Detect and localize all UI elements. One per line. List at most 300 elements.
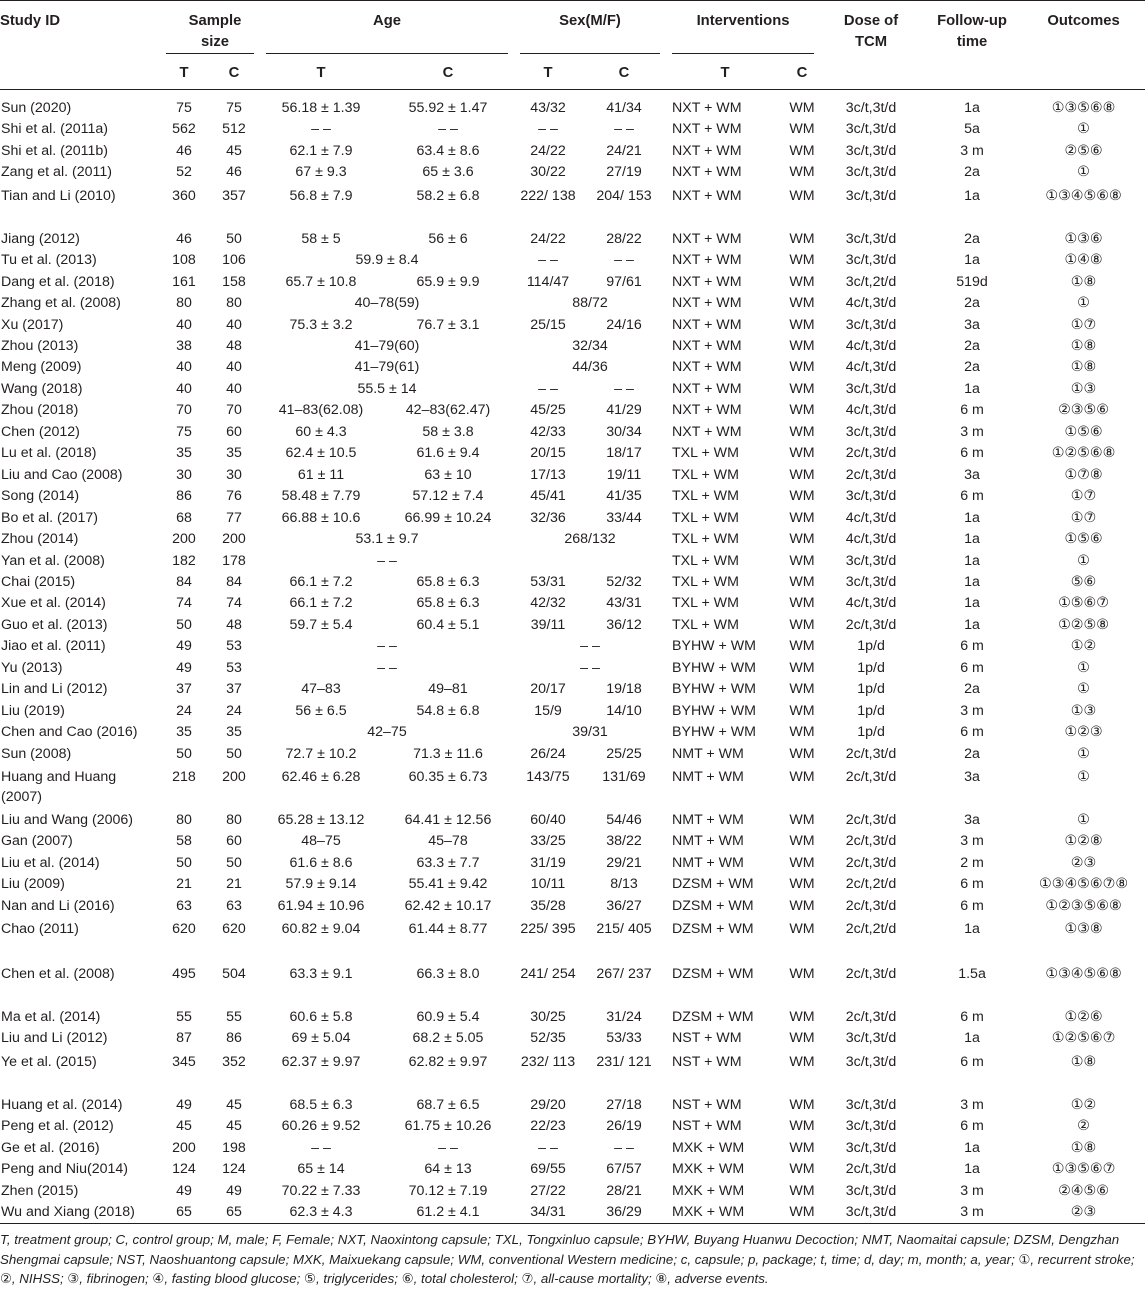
age-t-cell: 60.26 ± 9.52	[281, 1118, 361, 1135]
outcomes-cell: ②③⑤⑥	[1058, 402, 1109, 419]
sample-c-cell: 80	[226, 811, 242, 828]
study-id-cell: Ye et al. (2015)	[1, 1053, 97, 1070]
intervention-c-cell: WM	[789, 833, 815, 850]
age-c-cell: 55.41 ± 9.42	[408, 876, 488, 893]
intervention-c-cell: WM	[789, 1161, 815, 1178]
intervention-t-cell: TXL + WM	[672, 616, 739, 633]
study-id-cell: Zhang et al. (2008)	[1, 295, 121, 312]
study-id-cell: Wu and Xiang (2018)	[0, 1202, 160, 1224]
study-id-cell: Yan et al. (2008)	[1, 552, 105, 569]
sample-c-cell: 40	[226, 380, 242, 397]
age-t-cell: 66.1 ± 7.2	[289, 573, 353, 590]
dose-cell: 3c/t,3t/d	[845, 164, 897, 181]
age-c-cell: 64 ± 13	[424, 1161, 472, 1178]
age-t-cell: 60 ± 4.3	[295, 423, 347, 440]
sample-c-cell: 74	[226, 595, 242, 612]
sample-t-cell: 70	[176, 402, 192, 419]
outcomes-cell: ①⑦⑧	[1064, 466, 1103, 483]
sex-c-cell: 41/29	[606, 402, 642, 419]
intervention-c-cell: WM	[789, 811, 815, 828]
sample-t-cell: 50	[176, 854, 192, 871]
dose-cell: 2c/t,3t/d	[845, 897, 897, 914]
outcomes-cell: ①②③	[1064, 724, 1103, 741]
sex-cell	[514, 551, 666, 572]
dose-cell: 3c/t,3t/d	[845, 552, 897, 569]
sample-c-cell: 21	[226, 876, 242, 893]
follow-up-cell: 519d	[956, 273, 988, 290]
outcomes-cell: ①⑧	[1070, 273, 1097, 290]
sample-c-cell: 77	[226, 509, 242, 526]
follow-up-cell: 1a	[964, 921, 980, 938]
follow-up-cell: 6 m	[960, 638, 984, 655]
intervention-c-cell: WM	[789, 1008, 815, 1025]
study-id-cell: Zhou (2018)	[1, 402, 79, 419]
dose-cell: 3c/t,3t/d	[845, 488, 897, 505]
intervention-t-cell: NXT + WM	[672, 423, 742, 440]
study-id-cell: Jiao et al. (2011)	[1, 638, 106, 655]
table-row	[0, 615, 1145, 636]
follow-up-cell: 1a	[964, 380, 980, 397]
sex-c-cell: 25/25	[606, 745, 642, 762]
age-t-cell: 62.1 ± 7.9	[289, 142, 353, 159]
sample-t-cell: 65	[160, 1202, 208, 1224]
sex-c-cell: 24/21	[606, 142, 642, 159]
intervention-t-cell: TXL + WM	[672, 595, 739, 612]
dose-cell: 2c/t,3t/d	[845, 745, 897, 762]
follow-up-cell: 3 m	[922, 1202, 1022, 1224]
sex-t-cell: 15/9	[534, 702, 562, 719]
sex-t-cell: – –	[538, 252, 558, 269]
intervention-t-cell: NMT + WM	[672, 769, 744, 786]
sample-c-cell: 35	[226, 724, 242, 741]
dose-cell: 4c/t,3t/d	[845, 359, 897, 376]
sex-c-cell: 52/32	[606, 573, 642, 590]
sex-cell: 88/72	[572, 295, 608, 312]
header-outcomes: Outcomes	[1047, 13, 1120, 29]
study-id-cell: Chen et al. (2008)	[1, 966, 115, 983]
sex-c-cell: 38/22	[606, 833, 642, 850]
sample-t-cell: 40	[176, 380, 192, 397]
table-footnote: T, treatment group; C, control group; M, male; F, Female; NXT, Naoxintong capsule; TXL, Tongxinluo capsule; BYHW, Buyang Huanwu Decoction; NMT, Naomaitai capsule; DZSM, Dengzhan Shengmai capsule; NST, Naoshuantong capsule; MXK, Maixuekang capsule; WM, conventional Western medicine; c, capsule; p, package; t, time; d, day; m, month; a, year; ①, recurrent stroke; ②, NIHSS; ③, fibrinogen; ④, fasting blood glucose; ⑤, triglycerides; ⑥, total cholesterol; ⑦, all-cause mortality; ⑧, adverse events.	[0, 1232, 1135, 1286]
age-c-cell: 61.75 ± 10.26	[404, 1118, 492, 1135]
outcomes-cell: ①②③⑤⑥⑧	[1045, 897, 1122, 914]
sample-c-cell: 45	[226, 142, 242, 159]
dose-cell: 3c/t,3t/d	[845, 142, 897, 159]
sex-c-cell: 28/22	[606, 230, 642, 247]
intervention-c-cell: WM	[789, 724, 815, 741]
sex-t-cell: 24/22	[530, 142, 566, 159]
outcomes-cell: ①	[1077, 745, 1090, 762]
outcomes-cell: ②⑤⑥	[1064, 142, 1103, 159]
age-c-cell: 63 ± 10	[424, 466, 472, 483]
follow-up-cell: 6 m	[960, 876, 984, 893]
intervention-t-cell: NXT + WM	[672, 337, 742, 354]
sex-t-cell: 45/25	[530, 402, 566, 419]
study-id-cell: Liu (2019)	[1, 702, 65, 719]
intervention-c-cell: WM	[789, 966, 815, 983]
sex-t-cell: 232/ 113	[520, 1053, 576, 1070]
follow-up-cell: 3 m	[960, 423, 984, 440]
sample-t-cell: 50	[176, 616, 192, 633]
intervention-t-cell: NMT + WM	[672, 833, 744, 850]
dose-cell: 1p/d	[857, 659, 885, 676]
sex-c-cell: 26/19	[606, 1118, 642, 1135]
sample-t-cell: 84	[176, 573, 192, 590]
sex-t-cell: 26/24	[530, 745, 566, 762]
intervention-t-cell: TXL + WM	[672, 445, 739, 462]
study-id-cell: Zhen (2015)	[1, 1182, 79, 1199]
study-id-cell: Huang et al. (2014)	[1, 1096, 123, 1113]
sample-t-cell: 87	[176, 1030, 192, 1047]
dose-cell: 3c/t,3t/d	[845, 1182, 897, 1199]
sample-c-cell: 198	[222, 1139, 246, 1156]
sex-t-cell: 33/25	[530, 833, 566, 850]
table-row	[0, 744, 1145, 765]
sample-c-cell: 86	[226, 1030, 242, 1047]
sample-c-cell: 50	[226, 854, 242, 871]
intervention-t-cell: NXT + WM	[672, 164, 742, 181]
sex-t-cell: – –	[538, 121, 558, 138]
sample-t-cell: 35	[176, 445, 192, 462]
age-c-cell: 61.2 ± 4.1	[382, 1202, 514, 1224]
intervention-c-cell: WM	[789, 897, 815, 914]
sex-c-cell: – –	[614, 121, 634, 138]
follow-up-cell: 1a	[964, 1161, 980, 1178]
sex-t-cell: 35/28	[530, 897, 566, 914]
age-t-cell: 69 ± 5.04	[291, 1030, 351, 1047]
intervention-c-cell: WM	[789, 659, 815, 676]
age-c-cell: 54.8 ± 6.8	[416, 702, 480, 719]
intervention-c-cell: WM	[789, 337, 815, 354]
outcomes-cell: ①④⑧	[1064, 252, 1103, 269]
sample-c-cell: 65	[208, 1202, 260, 1224]
sample-c-cell: 30	[226, 466, 242, 483]
study-id-cell: Song (2014)	[1, 488, 80, 505]
sample-t-cell: 80	[176, 295, 192, 312]
table-row	[0, 831, 1145, 852]
sex-t-cell: 29/20	[530, 1096, 566, 1113]
sample-t-cell: 68	[176, 509, 192, 526]
sex-cell: 44/36	[572, 359, 608, 376]
table-row	[0, 636, 1145, 657]
outcomes-cell: ①③④⑤⑥⑦⑧	[1039, 876, 1129, 893]
outcomes-cell: ①⑧	[1070, 1053, 1097, 1070]
sex-c-cell: 8/13	[610, 876, 638, 893]
table-row	[0, 810, 1145, 831]
sex-t-cell: – –	[538, 380, 558, 397]
age-c-cell: 62.82 ± 9.97	[408, 1053, 488, 1070]
outcomes-cell: ①②⑤⑧	[1058, 616, 1109, 633]
dose-cell: 1p/d	[857, 681, 885, 698]
sex-c-cell: 29/21	[606, 854, 642, 871]
intervention-c-cell: WM	[789, 638, 815, 655]
age-c-cell: 71.3 ± 11.6	[413, 745, 483, 762]
follow-up-cell: 1a	[964, 100, 980, 116]
table-row	[0, 658, 1145, 679]
intervention-c-cell: WM	[789, 1030, 815, 1047]
outcomes-cell: ①②	[1070, 1096, 1097, 1113]
dose-cell: 2c/t,3t/d	[845, 616, 897, 633]
dose-cell: 3c/t,3t/d	[845, 187, 897, 204]
sex-cell: 39/31	[572, 724, 608, 741]
sample-t-cell: 360	[172, 187, 196, 204]
sex-c-cell: 14/10	[606, 702, 642, 719]
age-t-cell: 70.22 ± 7.33	[281, 1182, 361, 1199]
age-c-cell: 61.6 ± 9.4	[416, 445, 480, 462]
sex-t-cell: 20/15	[530, 445, 566, 462]
sample-c-cell: 53	[226, 659, 242, 676]
intervention-t-cell: DZSM + WM	[672, 876, 754, 893]
sex-c-cell: 267/ 237	[596, 966, 652, 983]
outcomes-cell: ②③	[1070, 854, 1097, 871]
follow-up-cell: 6 m	[960, 402, 984, 419]
dose-cell: 3c/t,2t/d	[845, 273, 897, 290]
sex-t-cell: 53/31	[530, 573, 566, 590]
sex-t-cell: 34/31	[514, 1202, 582, 1224]
outcomes-cell: ①③	[1070, 380, 1097, 397]
table-row	[0, 551, 1145, 572]
dose-cell: 3c/t,3t/d	[845, 252, 897, 269]
sample-t-cell: 495	[172, 966, 196, 983]
dose-cell: 3c/t,3t/d	[845, 100, 897, 116]
table-row	[0, 874, 1145, 895]
study-id-cell: Tian and Li (2010)	[1, 187, 116, 204]
sex-cell: 32/34	[572, 337, 608, 354]
sample-t-cell: 58	[176, 833, 192, 850]
age-t-cell: 66.88 ± 10.6	[281, 509, 361, 526]
follow-up-cell: 6 m	[960, 488, 984, 505]
sex-t-cell: 241/ 254	[520, 966, 576, 983]
intervention-t-cell: NXT + WM	[672, 316, 742, 333]
table-row	[0, 336, 1145, 357]
intervention-c-cell: WM	[789, 531, 815, 548]
study-id-cell: Yu (2013)	[1, 659, 63, 676]
table-row	[0, 722, 1145, 743]
follow-up-cell: 2a	[964, 164, 980, 181]
intervention-c-cell: WM	[789, 702, 815, 719]
dose-cell: 3c/t,3t/d	[845, 230, 897, 247]
outcomes-cell: ⑤⑥	[1070, 573, 1097, 590]
sex-t-cell: 24/22	[530, 230, 566, 247]
dose-cell: 2c/t,3t/d	[845, 854, 897, 871]
table-row	[0, 119, 1145, 140]
follow-up-cell: 5a	[964, 121, 980, 138]
sample-t-cell: 75	[176, 100, 192, 116]
sample-t-cell: 49	[176, 659, 192, 676]
study-id-cell: Liu et al. (2014)	[1, 854, 100, 871]
sex-t-cell: 10/11	[530, 876, 566, 893]
follow-up-cell: 6 m	[960, 1008, 984, 1025]
sex-c-cell: 43/31	[606, 595, 642, 612]
table-row	[0, 1116, 1145, 1137]
sex-t-cell: 27/22	[530, 1182, 566, 1199]
intervention-t-cell: BYHW + WM	[672, 638, 756, 655]
intervention-t-cell: NXT + WM	[672, 295, 742, 312]
dose-cell: 3c/t,3t/d	[845, 1118, 897, 1135]
age-c-cell: 65.8 ± 6.3	[416, 595, 480, 612]
intervention-c-cell: WM	[789, 295, 815, 312]
age-c-cell: 63.3 ± 7.7	[416, 854, 480, 871]
sex-c-cell: 215/ 405	[596, 921, 652, 938]
dose-cell: 3c/t,3t/d	[845, 1030, 897, 1047]
sex-t-cell: 114/47	[526, 273, 570, 290]
sex-t-cell: 20/17	[530, 681, 566, 698]
intervention-t-cell: NXT + WM	[672, 402, 742, 419]
intervention-t-cell: TXL + WM	[672, 573, 739, 590]
sex-c-cell: 131/69	[602, 769, 646, 786]
study-id-cell: Liu and Cao (2008)	[1, 466, 123, 483]
table-row	[0, 1095, 1145, 1116]
sex-c-cell: 30/34	[606, 423, 642, 440]
age-c-cell: 55.92 ± 1.47	[408, 100, 488, 116]
sample-t-cell: 40	[176, 359, 192, 376]
study-id-cell: Chen (2012)	[1, 423, 80, 440]
dose-cell: 2c/t,3t/d	[845, 445, 897, 462]
table-row	[0, 1007, 1145, 1028]
age-t-cell: 57.9 ± 9.14	[285, 876, 357, 893]
age-t-cell: 65 ± 14	[297, 1161, 345, 1178]
study-id-cell: Ge et al. (2016)	[1, 1139, 100, 1156]
table-row	[0, 765, 1145, 810]
sample-t-cell: 46	[176, 230, 192, 247]
intervention-t-cell: BYHW + WM	[672, 702, 756, 719]
sex-t-cell: 30/22	[530, 164, 566, 181]
age-t-cell: 72.7 ± 10.2	[285, 745, 357, 762]
follow-up-cell: 1a	[964, 1139, 980, 1156]
sample-c-cell: 60	[226, 833, 242, 850]
intervention-c-cell: WM	[789, 230, 815, 247]
intervention-c-cell: WM	[789, 509, 815, 526]
study-id-cell: Zhou (2013)	[1, 337, 79, 354]
outcomes-cell: ①③⑤⑥⑦	[1051, 1161, 1116, 1178]
age-c-cell: 64.41 ± 12.56	[404, 811, 492, 828]
dose-cell: 4c/t,3t/d	[845, 509, 897, 526]
sample-t-cell: 620	[172, 921, 196, 938]
table-row	[0, 250, 1145, 271]
intervention-c-cell: WM	[789, 1053, 815, 1070]
age-t-cell: 48–75	[301, 833, 341, 850]
header-sex-c: C	[618, 65, 630, 81]
outcomes-cell: ②③	[1022, 1202, 1145, 1224]
age-t-cell: 56.8 ± 7.9	[289, 187, 353, 204]
outcomes-cell: ①⑤⑥	[1064, 423, 1103, 440]
sex-c-cell: 36/29	[582, 1202, 666, 1224]
intervention-c-cell: WM	[789, 552, 815, 569]
intervention-c-cell: WM	[789, 1182, 815, 1199]
sex-cell: – –	[580, 659, 600, 676]
study-id-cell: Shi et al. (2011a)	[1, 121, 108, 138]
header-interventions: Interventions	[666, 1, 820, 58]
age-t-cell: 60.6 ± 5.8	[289, 1008, 353, 1025]
age-c-cell: 68.7 ± 6.5	[416, 1096, 480, 1113]
outcomes-cell: ①	[1077, 121, 1090, 138]
follow-up-cell: 3 m	[960, 702, 984, 719]
sex-c-cell: 33/44	[606, 509, 642, 526]
study-id-cell: Sun (2008)	[1, 745, 72, 762]
sample-c-cell: 178	[222, 552, 246, 569]
sample-c-cell: 70	[226, 402, 242, 419]
dose-cell: 2c/t,3t/d	[845, 966, 897, 983]
intervention-t-cell: TXL + WM	[672, 509, 739, 526]
follow-up-cell: 1a	[964, 509, 980, 526]
intervention-c-cell: WM	[789, 187, 815, 204]
sample-c-cell: 106	[222, 252, 246, 269]
age-t-cell: 62.46 ± 6.28	[281, 769, 361, 786]
table-row	[0, 1202, 1145, 1224]
follow-up-cell: 6 m	[960, 659, 984, 676]
sex-c-cell: 54/46	[606, 811, 642, 828]
intervention-c-cell: WM	[784, 1202, 820, 1224]
sample-t-cell: 35	[176, 724, 192, 741]
intervention-t-cell: DZSM + WM	[672, 921, 754, 938]
sex-t-cell: 43/32	[530, 100, 566, 116]
intervention-t-cell: DZSM + WM	[672, 897, 754, 914]
study-id-cell: Lu et al. (2018)	[1, 445, 97, 462]
follow-up-cell: 1a	[964, 1030, 980, 1047]
intervention-c-cell: WM	[789, 402, 815, 419]
intervention-t-cell: TXL + WM	[672, 488, 739, 505]
study-id-cell: Chen and Cao (2016)	[1, 724, 138, 741]
intervention-t-cell: NXT + WM	[672, 252, 742, 269]
outcomes-cell: ①②⑧	[1064, 833, 1103, 850]
outcomes-cell: ①⑦	[1070, 509, 1097, 526]
age-c-cell: 56 ± 6	[428, 230, 468, 247]
age-t-cell: 41–83(62.08)	[278, 402, 364, 419]
intervention-c-cell: WM	[789, 252, 815, 269]
age-cell: – –	[377, 552, 397, 569]
age-t-cell: 66.1 ± 7.2	[289, 595, 353, 612]
outcomes-cell: ①③⑧	[1064, 921, 1103, 938]
follow-up-cell: 2 m	[960, 854, 984, 871]
table-row	[0, 465, 1145, 486]
intervention-t-cell: MXK + WM	[666, 1202, 784, 1224]
intervention-t-cell: NXT + WM	[672, 100, 742, 116]
outcomes-cell: ①⑤⑥⑦	[1058, 595, 1109, 612]
outcomes-cell: ①⑤⑥	[1064, 531, 1103, 548]
dose-cell: 3c/t,3t/d	[845, 121, 897, 138]
sample-c-cell: 50	[226, 230, 242, 247]
sample-c-cell: 504	[222, 966, 246, 983]
sex-c-cell: 19/11	[606, 466, 642, 483]
intervention-t-cell: BYHW + WM	[672, 724, 756, 741]
age-c-cell: 60.4 ± 5.1	[416, 616, 480, 633]
sample-c-cell: 200	[222, 769, 246, 786]
table-row	[0, 701, 1145, 722]
follow-up-cell: 3 m	[960, 1096, 984, 1113]
intervention-c-cell: WM	[789, 616, 815, 633]
dose-cell: 2c/t,3t/d	[845, 833, 897, 850]
age-t-cell: 62.3 ± 4.3	[260, 1202, 382, 1224]
sex-c-cell: 231/ 121	[596, 1053, 652, 1070]
age-t-cell: 56.18 ± 1.39	[281, 100, 361, 116]
sex-c-cell: 204/ 153	[596, 187, 652, 204]
outcomes-cell: ①	[1077, 295, 1090, 312]
age-c-cell: 70.12 ± 7.19	[408, 1182, 488, 1199]
intervention-t-cell: NXT + WM	[672, 359, 742, 376]
study-id-cell: Ma et al. (2014)	[1, 1008, 101, 1025]
outcomes-cell: ①③⑤⑥⑧	[1051, 100, 1116, 116]
age-c-cell: 60.9 ± 5.4	[416, 1008, 480, 1025]
intervention-t-cell: NST + WM	[672, 1118, 742, 1135]
sex-t-cell: – –	[538, 1139, 558, 1156]
table-row	[0, 272, 1145, 293]
sex-c-cell: 41/35	[606, 488, 642, 505]
age-t-cell: 65.28 ± 13.12	[277, 811, 365, 828]
age-cell: 41–79(61)	[354, 359, 420, 376]
study-id-cell: Chao (2011)	[1, 921, 79, 938]
intervention-t-cell: TXL + WM	[672, 531, 739, 548]
sample-t-cell: 21	[176, 876, 192, 893]
